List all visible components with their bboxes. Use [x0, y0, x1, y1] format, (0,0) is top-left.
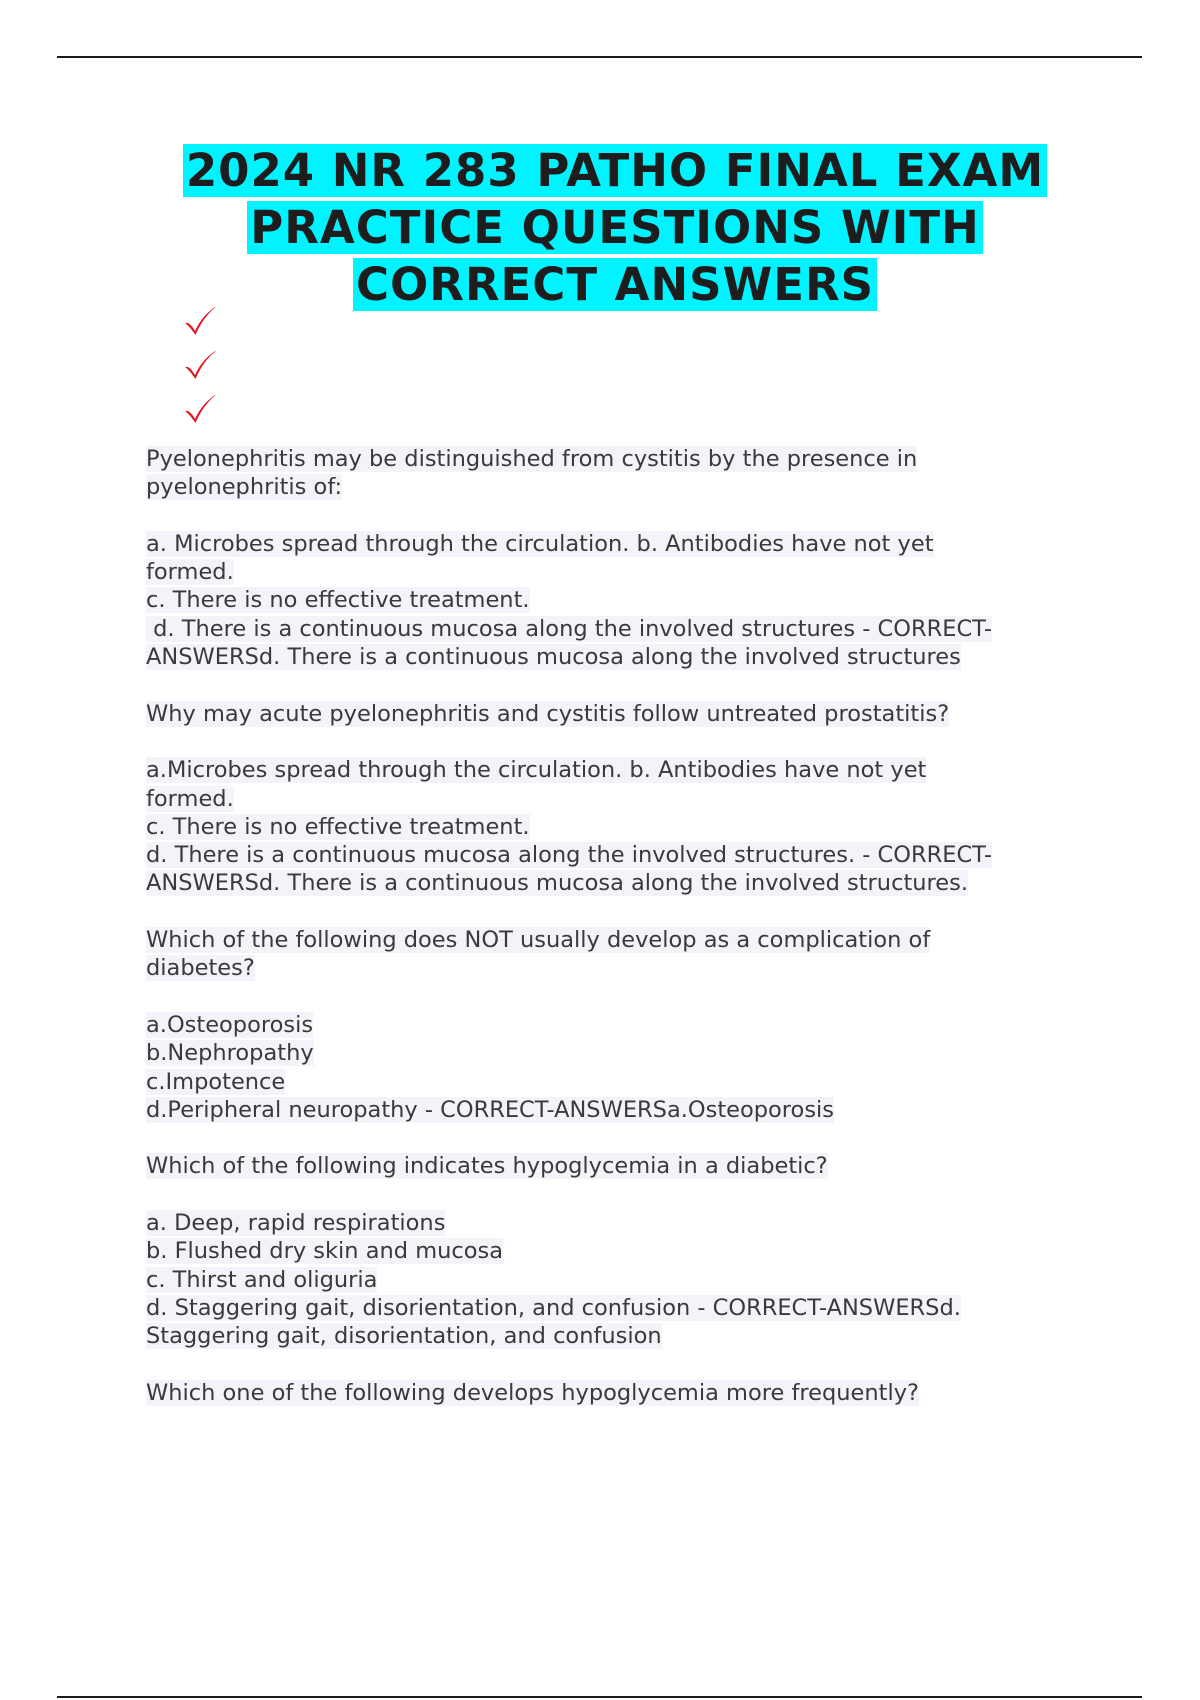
- answer-option: d. There is a continuous mucosa along the involved structures - CORRECT-: [146, 615, 992, 642]
- question-stem: Which of the following indicates hypoglycemia in a diabetic?: [146, 1153, 828, 1180]
- checkmark-icon: [183, 392, 223, 436]
- answer-option: c. There is no effective treatment.: [146, 813, 530, 840]
- document-title: [120, 142, 1110, 313]
- answer-option: c.Impotence: [146, 1068, 286, 1095]
- answer-option: a.Microbes spread through the circulation. b. Antibodies have not yet: [146, 757, 927, 784]
- answer-option: b. Flushed dry skin and mucosa: [146, 1238, 504, 1265]
- answer-option: d. There is a continuous mucosa along the involved structures. - CORRECT-: [146, 842, 992, 869]
- bottom-rule: [57, 1696, 1142, 1698]
- answer-option: c. Thirst and oliguria: [146, 1266, 378, 1293]
- answer-option: c. There is no effective treatment.: [146, 587, 530, 614]
- checkmark-icon: [183, 348, 223, 392]
- answer-option: a.Osteoporosis: [146, 1011, 314, 1038]
- title-line-1: 2024 NR 283 PATHO FINAL EXAM: [183, 144, 1047, 197]
- question-stem: Which of the following does NOT usually develop as a complication of: [146, 927, 931, 954]
- correct-answer: ANSWERSd. There is a continuous mucosa along the involved structures.: [146, 870, 968, 897]
- title-line-2: PRACTICE QUESTIONS WITH: [247, 201, 982, 254]
- answer-option: formed.: [146, 559, 234, 586]
- title-line-3: CORRECT ANSWERS: [353, 258, 877, 311]
- question-stem: Which one of the following develops hypoglycemia more frequently?: [146, 1379, 919, 1406]
- question-stem: diabetes?: [146, 955, 255, 982]
- answer-option: a. Deep, rapid respirations: [146, 1210, 446, 1237]
- correct-answer: Staggering gait, disorientation, and confusion: [146, 1323, 662, 1350]
- answer-option: a. Microbes spread through the circulation. b. Antibodies have not yet: [146, 530, 934, 557]
- checkmarks: [183, 304, 223, 436]
- top-rule: [57, 56, 1142, 58]
- questions-body: [146, 445, 1076, 1407]
- correct-answer: ANSWERSd. There is a continuous mucosa along the involved structures: [146, 644, 961, 671]
- answer-option: b.Nephropathy: [146, 1040, 314, 1067]
- question-stem: pyelonephritis of:: [146, 474, 343, 501]
- question-stem: Pyelonephritis may be distinguished from cystitis by the presence in: [146, 446, 918, 472]
- question-stem: Why may acute pyelonephritis and cystitis follow untreated prostatitis?: [146, 700, 950, 727]
- correct-answer: d.Peripheral neuropathy - CORRECT-ANSWERSa.Osteoporosis: [146, 1096, 835, 1123]
- answer-option: d. Staggering gait, disorientation, and confusion - CORRECT-ANSWERSd.: [146, 1294, 961, 1321]
- checkmark-icon: [183, 304, 223, 348]
- answer-option: formed.: [146, 785, 234, 812]
